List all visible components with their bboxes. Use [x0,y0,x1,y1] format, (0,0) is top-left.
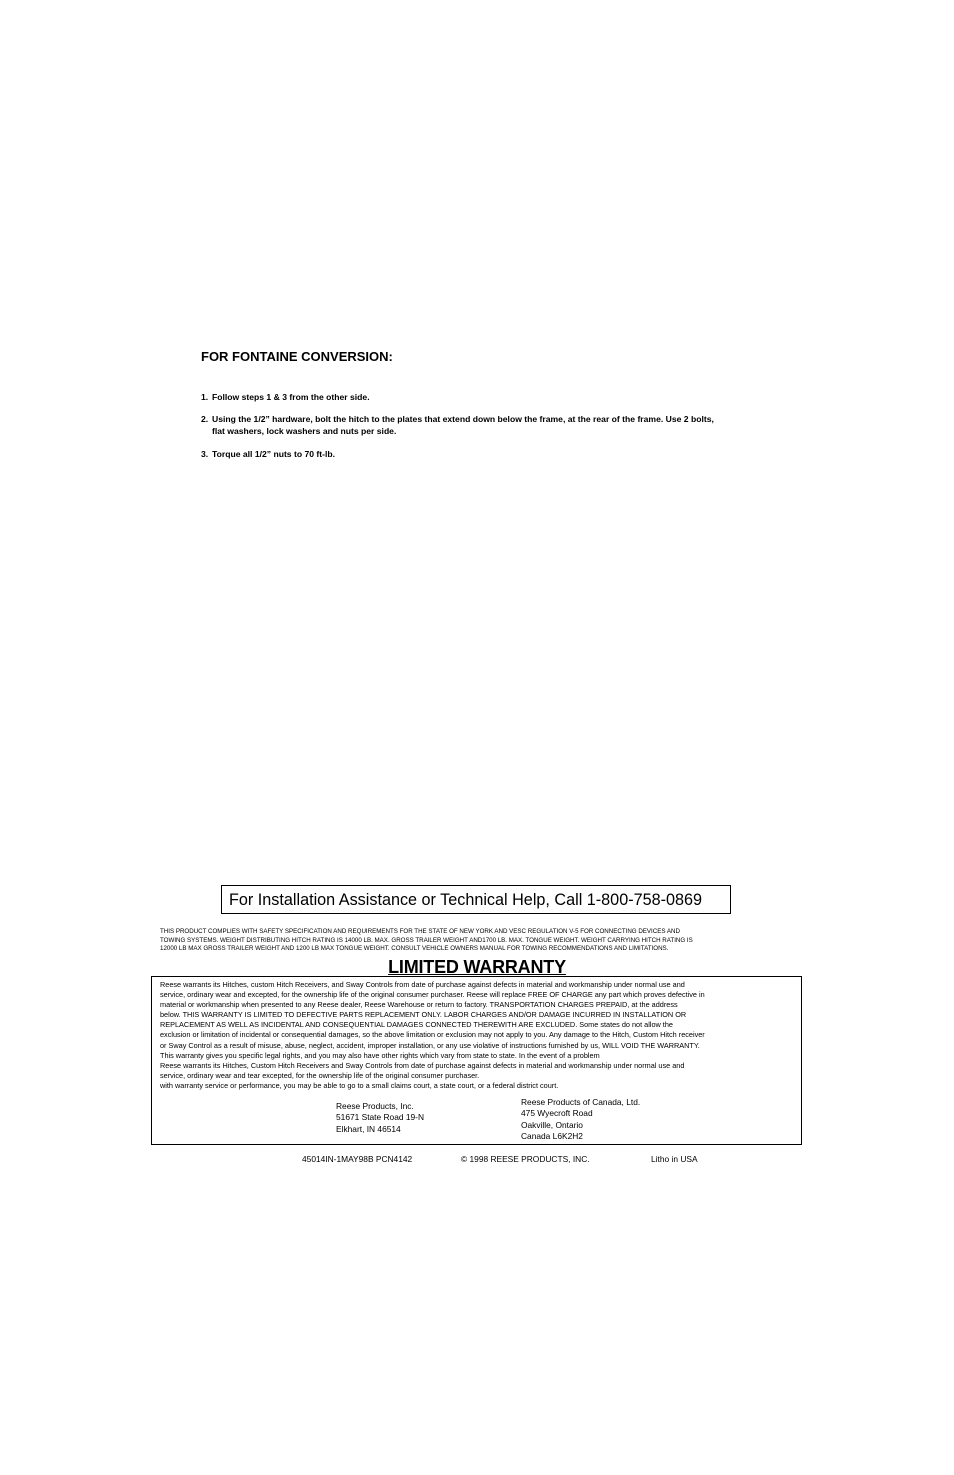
warranty-line: Reese warrants its Hitches, custom Hitch Receivers, and Sway Controls from date of purchase against defects in material and workmanship under normal use and [160,980,685,989]
address-canada [521,1097,640,1142]
address-line: 475 Wyecroft Road [521,1108,593,1119]
warranty-line: service, ordinary wear and tear excepted, for the ownership life of the original consumer purchaser. [160,1070,480,1080]
warranty-text [160,980,796,1091]
warranty-box [151,976,802,1145]
step-text-continued: flat washers, lock washers and nuts per side. [212,426,397,436]
warranty-line: Reese warrants its Hitches, Custom Hitch Receivers and Sway Controls from date of purchase against defects in material and workmanship under normal use and [160,1060,685,1070]
step-2 [201,413,791,437]
warranty-line: material or workmanship when presented to any Reese dealer, Reese Warehouse or return to factory. TRANSPORTATION CHARGES PREPAID, at the address [160,1000,678,1010]
warranty-line: exclusion or limitation of incidental or consequential damages, so the above limitation or exclusion may not apply to you. Any damage to the Hitch, Custom Hitch receiver [160,1030,705,1040]
warranty-title: LIMITED WARRANTY [388,957,566,977]
step-number: 2. [201,414,209,424]
warranty-line: below. THIS WARRANTY IS LIMITED TO DEFECTIVE PARTS REPLACEMENT ONLY. LABOR CHARGES AND/OR DAMAGE INCURRED IN INSTALLATION OR [160,1010,687,1020]
address-line: Reese Products, Inc. [336,1101,414,1111]
compliance-line: THIS PRODUCT COMPLIES WITH SAFETY SPECIFICATION AND REQUIREMENTS FOR THE STATE OF NEW YORK AND VESC REGULATION V-5 FOR CONNECTING DEVICES AND [160,928,680,935]
step-1 [201,391,791,403]
address-line: 51671 State Road 19-N [336,1112,424,1123]
address-us [336,1101,424,1135]
section-heading: FOR FONTAINE CONVERSION: [201,349,393,364]
compliance-notice [160,928,800,954]
warranty-line: This warranty gives you specific legal rights, and you may also have other rights which vary from state to state. In the event of a problem [160,1050,600,1060]
step-text: Using the 1/2” hardware, bolt the hitch to the plates that extend down below the frame, at the rear of the frame. Use 2 bolts, [212,414,714,424]
compliance-line: 12000 LB MAX GROSS TRAILER WEIGHT AND 1200 LB MAX TONGUE WEIGHT. CONSULT VEHICLE OWNERS MANUAL FOR TOWING RECOMMENDATIONS AND LIMITATIONS. [160,945,669,953]
footer-code: 45014IN-1MAY98B PCN4142 [302,1154,413,1164]
step-number: 1. [201,392,209,402]
footer-litho: Litho in USA [651,1154,698,1164]
step-number: 3. [201,449,209,459]
step-text: Torque all 1/2” nuts to 70 ft-lb. [212,449,336,459]
address-line: Elkhart, IN 46514 [336,1123,401,1134]
footer-copyright: © 1998 REESE PRODUCTS, INC. [461,1154,590,1164]
help-line-box: For Installation Assistance or Technical Help, Call 1-800-758-0869 [221,885,731,914]
address-line: Reese Products of Canada, Ltd. [521,1097,641,1107]
warranty-line: service, ordinary wear and excepted, for the ownership life of the original consumer purchaser. Reese will replace FREE OF CHARGE any part which proves defective in [160,990,705,1000]
warranty-line: REPLACEMENT AS WELL AS INCIDENTAL AND CONSEQUENTIAL DAMAGES CONNECTED THEREWITH ARE EXCLUDED. Some states do not allow the [160,1020,673,1030]
warranty-line: or Sway Control as a result of misuse, abuse, neglect, accident, improper installation, or any use violative of instructions furnished by us, WILL VOID THE WARRANTY. [160,1040,700,1050]
compliance-line: TOWING SYSTEMS. WEIGHT DISTRIBUTING HITCH RATING IS 14000 LB. MAX. GROSS TRAILER WEIGHT AND1700 LB. MAX. TONGUE WEIGHT. WEIGHT CARRYING HITCH RATING IS [160,936,693,944]
address-line: Oakville, Ontario [521,1119,583,1130]
step-3 [201,448,791,460]
warranty-line: with warranty service or performance, you may be able to go to a small claims court, a state court, or a federal district court. [160,1080,559,1090]
step-text: Follow steps 1 & 3 from the other side. [212,392,370,402]
address-line: Canada L6K2H2 [521,1130,583,1141]
